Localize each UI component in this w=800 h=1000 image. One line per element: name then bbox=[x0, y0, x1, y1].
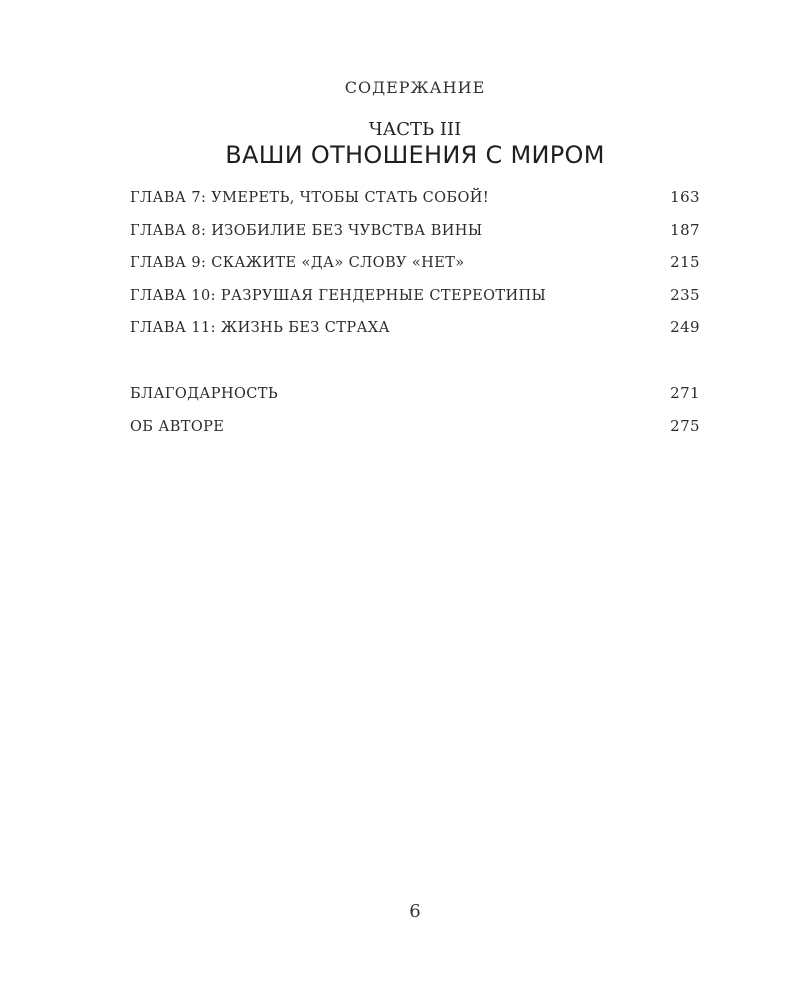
toc-entry-page: 235 bbox=[670, 285, 700, 304]
toc-entry bbox=[130, 286, 700, 319]
toc-entry-page: 187 bbox=[670, 220, 700, 239]
toc-entry-page: 215 bbox=[670, 253, 700, 272]
part-title: ВАШИ ОТНОШЕНИЯ С МИРОМ bbox=[225, 141, 605, 169]
toc-entry-title: ГЛАВА 10: РАЗРУШАЯ ГЕНДЕРНЫЕ СТЕРЕОТИПЫ bbox=[130, 287, 547, 304]
toc-entry bbox=[130, 318, 700, 351]
toc-entry bbox=[130, 384, 700, 417]
toc-entry-title: ГЛАВА 9: СКАЖИТЕ «ДА» СЛОВУ «НЕТ» bbox=[130, 255, 465, 272]
toc-entry-page: 249 bbox=[670, 318, 700, 337]
toc-entry-title: ГЛАВА 11: ЖИЗНЬ БЕЗ СТРАХА bbox=[130, 320, 390, 337]
toc-entry bbox=[130, 417, 700, 450]
toc-entry-page: 275 bbox=[670, 416, 700, 435]
toc-entry-title: ГЛАВА 8: ИЗОБИЛИЕ БЕЗ ЧУВСТВА ВИНЫ bbox=[130, 222, 483, 239]
toc-entry-page: 163 bbox=[670, 188, 700, 206]
toc-entry bbox=[130, 253, 700, 286]
toc-entry-title: ОБ АВТОРЕ bbox=[130, 418, 225, 435]
toc-entry-title: БЛАГОДАРНОСТЬ bbox=[130, 386, 279, 402]
page-number: 6 bbox=[409, 901, 421, 922]
toc-entry-title: ГЛАВА 7: УМЕРЕТЬ, ЧТОБЫ СТАТЬ СОБОЙ! bbox=[130, 190, 490, 206]
running-head: СОДЕРЖАНИЕ bbox=[344, 78, 486, 97]
toc-backmatter-list bbox=[130, 384, 700, 449]
toc-entry-page: 271 bbox=[670, 384, 700, 402]
part-label: ЧАСТЬ III bbox=[368, 119, 462, 140]
toc-entry bbox=[130, 188, 700, 221]
toc-chapters-list bbox=[130, 188, 700, 351]
toc-entry bbox=[130, 221, 700, 254]
